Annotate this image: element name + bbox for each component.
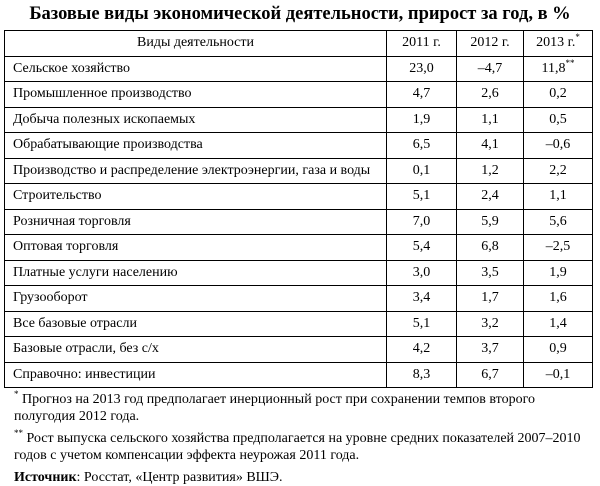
row-name-text: Обрабатывающие производства [13,137,203,153]
table-row [5,82,593,108]
value-2013 [524,56,593,82]
value-2011-text: 3,4 [412,290,431,306]
value-2012 [457,133,524,159]
value-2013 [524,133,593,159]
value-2012-text: 3,7 [481,341,499,357]
row-name [5,107,387,133]
row-name-text: Сельское хозяйство [13,60,131,76]
value-2012-text: 6,7 [481,366,499,382]
row-name [5,337,387,363]
value-2011-text: 7,0 [412,213,431,229]
footnote-1-text: Прогноз на 2013 год предполагает инерционный рост при сохранении темпов второго полугодия 2012 года. [14,392,536,424]
value-2011-text: 4,2 [412,341,431,357]
value-2013-text: 0,2 [549,86,567,102]
value-2012 [457,311,524,337]
value-2012 [457,107,524,133]
value-2012-text: 5,9 [481,213,499,229]
row-name-text: Строительство [13,188,102,204]
source-note [4,469,596,486]
row-name-text: Грузооборот [13,290,88,306]
value-2011 [387,209,457,235]
row-name [5,260,387,286]
row-name-text: Справочно: инвестиции [13,366,156,382]
footnote-1-mark: * [14,389,19,399]
table-body [5,56,593,388]
value-2011 [387,286,457,312]
value-2011 [387,311,457,337]
value-2012 [457,158,524,184]
table-row [5,184,593,210]
row-name [5,184,387,210]
row-name [5,311,387,337]
table-row [5,133,593,159]
value-2013 [524,311,593,337]
value-2013 [524,337,593,363]
row-name-text: Оптовая торговля [13,239,119,255]
header-row [5,31,593,57]
value-2011-text: 5,1 [412,315,431,331]
value-2012 [457,184,524,210]
table-row [5,286,593,312]
footnotes [4,391,596,486]
table-row [5,209,593,235]
value-2012-text: 1,1 [481,111,499,127]
value-2013 [524,82,593,108]
footnote-marker: ** [565,57,575,68]
value-2011-text: 5,1 [412,188,431,204]
value-2011 [387,107,457,133]
growth-table [4,30,593,388]
value-2011 [387,82,457,108]
value-2012-text: 1,2 [481,162,499,178]
value-2013-text: 11,8 [541,60,566,76]
footnote-marker: * [575,32,580,43]
row-name [5,286,387,312]
header-2011: 2011 г. [387,31,457,57]
value-2013-text: 2,2 [549,162,567,178]
value-2012 [457,286,524,312]
value-2011 [387,235,457,261]
value-2011-text: 8,3 [412,366,431,382]
table-row [5,311,593,337]
value-2012-text: 3,5 [481,264,499,280]
value-2013 [524,286,593,312]
row-name-text: Розничная торговля [13,213,131,229]
value-2012-text: 1,7 [481,290,499,306]
value-2013 [524,235,593,261]
footnote-1 [4,391,596,425]
value-2012-text: 2,6 [481,86,499,102]
table-row [5,158,593,184]
value-2011-text: 1,9 [412,111,431,127]
header-2013 [524,31,593,57]
row-name-text: Базовые отрасли, без с/х [13,341,159,357]
value-2012 [457,235,524,261]
value-2011 [387,133,457,159]
row-name-text: Добыча полезных ископаемых [13,111,196,127]
value-2011 [387,158,457,184]
value-2011 [387,362,457,388]
footnote-2-text: Рост выпуска сельского хозяйства предполагается на уровне средних показателей 2007–2010 годов с учетом компенсации эффекта неурожая 2011 года. [14,431,581,463]
value-2013 [524,158,593,184]
value-2011-text: 3,0 [412,264,431,280]
value-2011 [387,337,457,363]
row-name-text: Производство и распределение электроэнергии, газа и воды [13,162,371,178]
header-2013-label: 2013 г. [536,35,576,51]
table-row [5,235,593,261]
row-name [5,209,387,235]
value-2011-text: 4,7 [412,86,431,102]
source-text: : Росстат, «Центр развития» ВШЭ. [76,470,283,485]
table-title: Базовые виды экономической деятельности, прирост за год, в % [29,4,571,24]
value-2013 [524,107,593,133]
value-2012-text: 6,8 [481,239,499,255]
row-name-text: Промышленное производство [13,86,192,102]
row-name-text: Все базовые отрасли [13,315,137,331]
row-name [5,235,387,261]
footnote-2-mark: ** [14,428,23,438]
value-2013 [524,260,593,286]
table-row [5,337,593,363]
value-2013-text: 1,1 [549,188,567,204]
value-2013-text: 5,6 [549,213,567,229]
row-name [5,158,387,184]
header-activity: Виды деятельности [5,31,387,57]
value-2013-text: 1,9 [549,264,567,280]
value-2013 [524,362,593,388]
table-row [5,362,593,388]
source-label: Источник [14,470,77,485]
value-2011-text: 23,0 [409,60,434,76]
value-2012 [457,260,524,286]
row-name [5,362,387,388]
row-name [5,82,387,108]
value-2012-text: 2,4 [481,188,499,204]
value-2013 [524,184,593,210]
value-2012 [457,337,524,363]
value-2012 [457,56,524,82]
value-2012 [457,82,524,108]
table-row [5,260,593,286]
row-name-text: Платные услуги населению [13,264,178,280]
value-2012 [457,209,524,235]
header-2012: 2012 г. [457,31,524,57]
table-row [5,107,593,133]
value-2012-text: 3,2 [481,315,499,331]
value-2013-text: 0,9 [549,341,567,357]
row-name [5,56,387,82]
value-2013-text: 1,4 [549,315,567,331]
value-2011 [387,184,457,210]
value-2013-text: 0,5 [549,111,567,127]
value-2011 [387,260,457,286]
value-2011-text: 6,5 [412,137,431,153]
value-2012-text: 4,1 [481,137,499,153]
value-2011 [387,56,457,82]
value-2012 [457,362,524,388]
value-2013-text: –0,1 [545,366,571,382]
value-2011-text: 5,4 [412,239,431,255]
value-2013-text: 1,6 [549,290,567,306]
footnote-2 [4,430,596,464]
value-2013-text: –2,5 [545,239,571,255]
value-2011-text: 0,1 [412,162,431,178]
row-name [5,133,387,159]
table-row [5,56,593,82]
value-2013 [524,209,593,235]
value-2012-text: –4,7 [477,60,503,76]
value-2013-text: –0,6 [545,137,571,153]
